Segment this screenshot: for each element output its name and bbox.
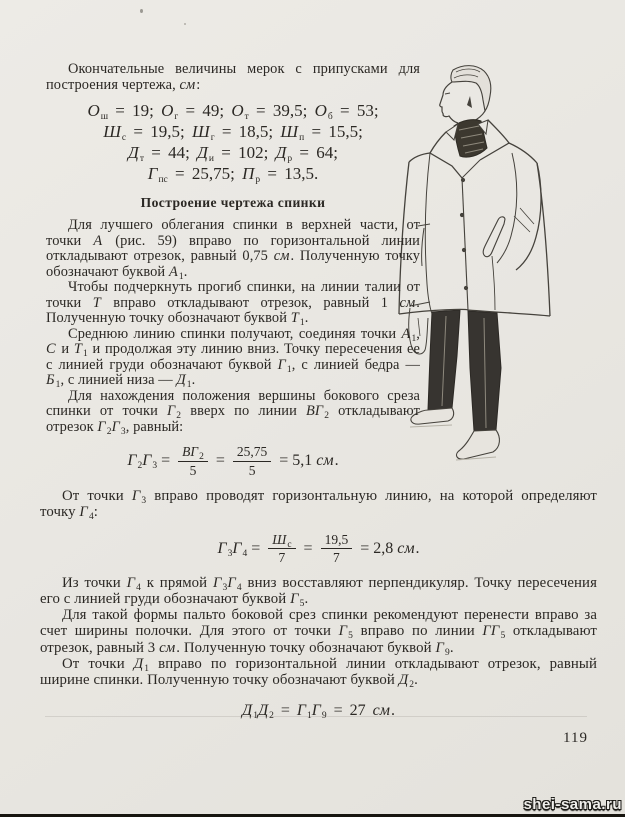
measurements-block: [46, 100, 420, 184]
fraction-numerator: 25,75: [233, 444, 271, 461]
measurement-line: $Д_т = 44$; $Д_и = 102$; $Д_р = 64$;: [128, 143, 338, 164]
paragraph-d1-segment: От точки $Д_1$ вправо по горизонтальной линии откладывают отрезок, равный ширине спинки. Полученную точку обозначают буквой $Д_2$.: [40, 656, 597, 691]
formula-lhs: $Г_2Г_3$ =: [127, 452, 171, 471]
paragraph-side-transfer: Для такой формы пальто боковой срез спинки рекомендуют перенести вправо за счет ширины полочки. Для этого от точки $Г_5$ вправо по линии $ГГ_5$ откладывают отрезок, равный 3 см. Полученную точку обозначают буквой $Г_9$.: [40, 607, 597, 658]
page-number: 119: [563, 730, 588, 746]
watermark: shei-sama.ru: [523, 796, 622, 813]
equals-sign: =: [215, 452, 225, 469]
formula-result: = 5,1 см.: [279, 452, 339, 469]
fraction-denominator: 7: [333, 550, 340, 566]
fraction-denominator: 5: [248, 462, 256, 478]
fraction: [268, 532, 295, 565]
scan-speck: [184, 23, 186, 25]
measurement-line: $Г_{пс} = 25,75$; $П_р = 13,5$.: [147, 164, 319, 185]
paragraph-back-fit: Для лучшего облегания спинки в верхней части, от точки А (рис. 59) вправо по горизонтальной линии откладывают отрезок, равный 0,75 см. Полученную точку обозначают буквой $А_1$.: [46, 217, 421, 282]
formula-g3g4: [40, 529, 597, 569]
paragraph-waist-curve: Чтобы подчеркнуть прогиб спинки, на линии талии от точки Т вправо откладывают отрезок, равный 1 см. Полученную точку обозначают буквой $Т_1$.: [46, 279, 420, 328]
fraction-numerator: $ВГ_2$: [178, 444, 208, 461]
section-heading: Построение чертежа спинки: [140, 195, 326, 210]
man-in-coat-illustration: [396, 56, 596, 468]
measurement-line: $О_ш = 19$; $О_г = 49$; $О_т = 39,5$; $О_б = 53$;: [87, 101, 379, 122]
formula-d1d2: $Д_1Д_2 = Г_1Г_9 = 27$ см.: [242, 701, 395, 721]
paragraph-middle-line: Среднюю линию спинки получают, соединяя точки $А_1$, С и $Т_1$ и продолжая эту линию вниз. Точку пересечения ее с линией груди обозначают буквой $Г_1$, с линией бедра — $Б_1$, с линией низа — $Д_1$.: [46, 325, 421, 390]
text-column-narrow: [46, 62, 420, 485]
text-column-wide: [40, 488, 597, 720]
fraction: [178, 444, 208, 477]
scan-speck: [140, 9, 143, 13]
fraction-numerator: $Ш_с$: [268, 532, 295, 549]
head: [440, 66, 491, 129]
paragraph-side-seam-top: Для нахождения положения вершины бокового среза спинки от точки $Г_2$ вверх по линии $ВГ_2$ откладывают отрезок $Г_2Г_3$, равный:: [46, 387, 420, 437]
fraction-denominator: 7: [278, 550, 286, 566]
fraction-numerator: 19,5: [321, 532, 353, 549]
formula-result: = 2,8 см.: [360, 539, 420, 557]
paragraph-g3-horizontal: От точки $Г_3$ вправо проводят горизонтальную линию, на которой определяют точку $Г_4$:: [40, 488, 597, 523]
measurement-line: $Ш_с = 19,5$; $Ш_г = 18,5$; $Ш_п = 15,5$;: [103, 122, 363, 143]
fraction: [233, 444, 271, 477]
footer-hairline: [45, 716, 587, 717]
fraction: [321, 532, 353, 565]
equals-sign: =: [303, 539, 313, 557]
intro-paragraph: Окончательные величины мерок с припусками для построения чертежа, см:: [46, 61, 420, 93]
formula-g2g3: [46, 441, 420, 481]
formula-lhs: $Г_3Г_4$ =: [217, 539, 261, 559]
fraction-denominator: 5: [189, 462, 197, 478]
paragraph-perpendicular: Из точки $Г_4$ к прямой $Г_3Г_4$ вниз восставляют перпендикуляр. Точку пересечения его с линией груди обозначают буквой $Г_5$.: [40, 574, 597, 609]
